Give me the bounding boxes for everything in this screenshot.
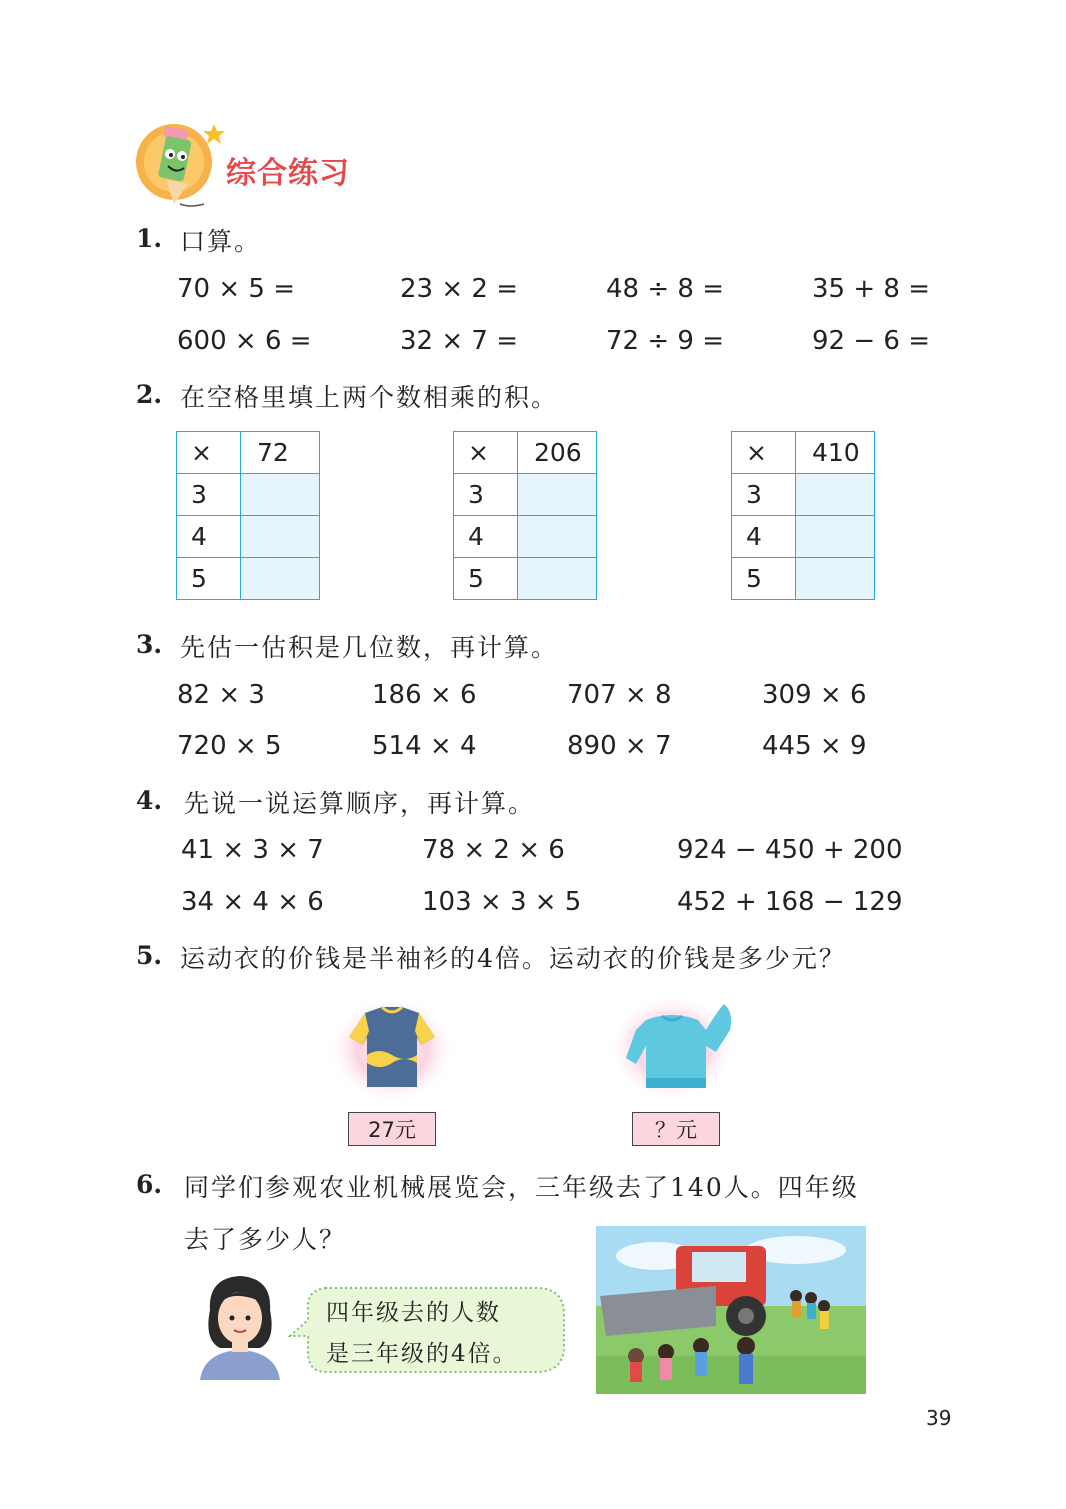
- question-6-text-cont: 去了多少人？: [184, 1225, 347, 1254]
- q4-expr: 78 × 2 × 6: [422, 835, 565, 865]
- section-title: 综合练习: [226, 156, 350, 191]
- q1-expr: 72 ÷ 9 =: [606, 326, 724, 356]
- table-row-factor: 3: [732, 474, 796, 516]
- tshirt-icon: [327, 995, 457, 1105]
- q1-expr: 32 × 7 =: [400, 326, 518, 356]
- question-3-text: 先估一估积是几位数，再计算。: [180, 633, 559, 662]
- multiplication-table: [453, 431, 597, 600]
- table-row-factor: 5: [732, 558, 796, 600]
- price-label: ？元: [632, 1112, 720, 1146]
- q1-expr: 600 × 6 =: [177, 326, 312, 356]
- q3-expr: 890 × 7: [567, 731, 672, 761]
- answer-cell[interactable]: [796, 474, 875, 516]
- q4-expr: 924 − 450 + 200: [677, 835, 903, 865]
- q3-expr: 514 × 4: [372, 731, 477, 761]
- table-head: 206: [518, 432, 597, 474]
- answer-cell[interactable]: [796, 516, 875, 558]
- multiplication-table: [731, 431, 875, 600]
- q1-expr: 70 × 5 =: [177, 274, 295, 304]
- q4-expr: 34 × 4 × 6: [181, 887, 324, 917]
- price-label: 27元: [348, 1112, 436, 1146]
- question-2-text: 在空格里填上两个数相乘的积。: [180, 383, 559, 412]
- table-row-factor: 4: [732, 516, 796, 558]
- multiplication-table: [176, 431, 320, 600]
- table-head: 410: [796, 432, 875, 474]
- question-1-text: 口算。: [180, 227, 262, 256]
- answer-cell[interactable]: [518, 474, 597, 516]
- answer-cell[interactable]: [518, 516, 597, 558]
- question-6-text: 同学们参观农业机械展览会，三年级去了140人。四年级: [184, 1173, 859, 1202]
- section-header: [134, 118, 374, 208]
- q3-expr: 82 × 3: [177, 680, 265, 710]
- table-operator: ×: [732, 432, 796, 474]
- sweater-icon: [606, 990, 746, 1100]
- q3-expr: 445 × 9: [762, 731, 867, 761]
- q3-expr: 720 × 5: [177, 731, 282, 761]
- answer-cell[interactable]: [241, 474, 320, 516]
- speech-text-line1: 四年级去的人数: [326, 1300, 501, 1326]
- question-4-number: 4.: [136, 786, 163, 815]
- q1-expr: 48 ÷ 8 =: [606, 274, 724, 304]
- question-6-number: 6.: [136, 1170, 163, 1199]
- table-row-factor: 5: [454, 558, 518, 600]
- q4-expr: 452 + 168 − 129: [677, 887, 903, 917]
- table-operator: ×: [454, 432, 518, 474]
- q4-expr: 41 × 3 × 7: [181, 835, 324, 865]
- q1-expr: 92 − 6 =: [812, 326, 930, 356]
- pencil-mascot-icon: [134, 118, 230, 208]
- farm-machinery-illustration: [596, 1226, 866, 1394]
- question-1-number: 1.: [136, 224, 163, 253]
- q1-expr: 23 × 2 =: [400, 274, 518, 304]
- answer-cell[interactable]: [241, 516, 320, 558]
- table-row-factor: 3: [454, 474, 518, 516]
- q3-expr: 707 × 8: [567, 680, 672, 710]
- girl-avatar-icon: [190, 1270, 290, 1380]
- q4-expr: 103 × 3 × 5: [422, 887, 582, 917]
- table-row-factor: 4: [454, 516, 518, 558]
- speech-text-line2: 是三年级的4倍。: [326, 1341, 518, 1367]
- answer-cell[interactable]: [241, 558, 320, 600]
- question-2-number: 2.: [136, 380, 163, 409]
- answer-cell[interactable]: [518, 558, 597, 600]
- table-row-factor: 5: [177, 558, 241, 600]
- answer-cell[interactable]: [796, 558, 875, 600]
- table-operator: ×: [177, 432, 241, 474]
- q3-expr: 186 × 6: [372, 680, 477, 710]
- question-3-number: 3.: [136, 630, 163, 659]
- question-5-text: 运动衣的价钱是半袖衫的4倍。运动衣的价钱是多少元？: [180, 944, 846, 973]
- q3-expr: 309 × 6: [762, 680, 867, 710]
- table-row-factor: 4: [177, 516, 241, 558]
- table-head: 72: [241, 432, 320, 474]
- question-5-number: 5.: [136, 941, 163, 970]
- page-number: 39: [926, 1406, 952, 1430]
- q1-expr: 35 + 8 =: [812, 274, 930, 304]
- question-4-text: 先说一说运算顺序，再计算。: [184, 789, 536, 818]
- table-row-factor: 3: [177, 474, 241, 516]
